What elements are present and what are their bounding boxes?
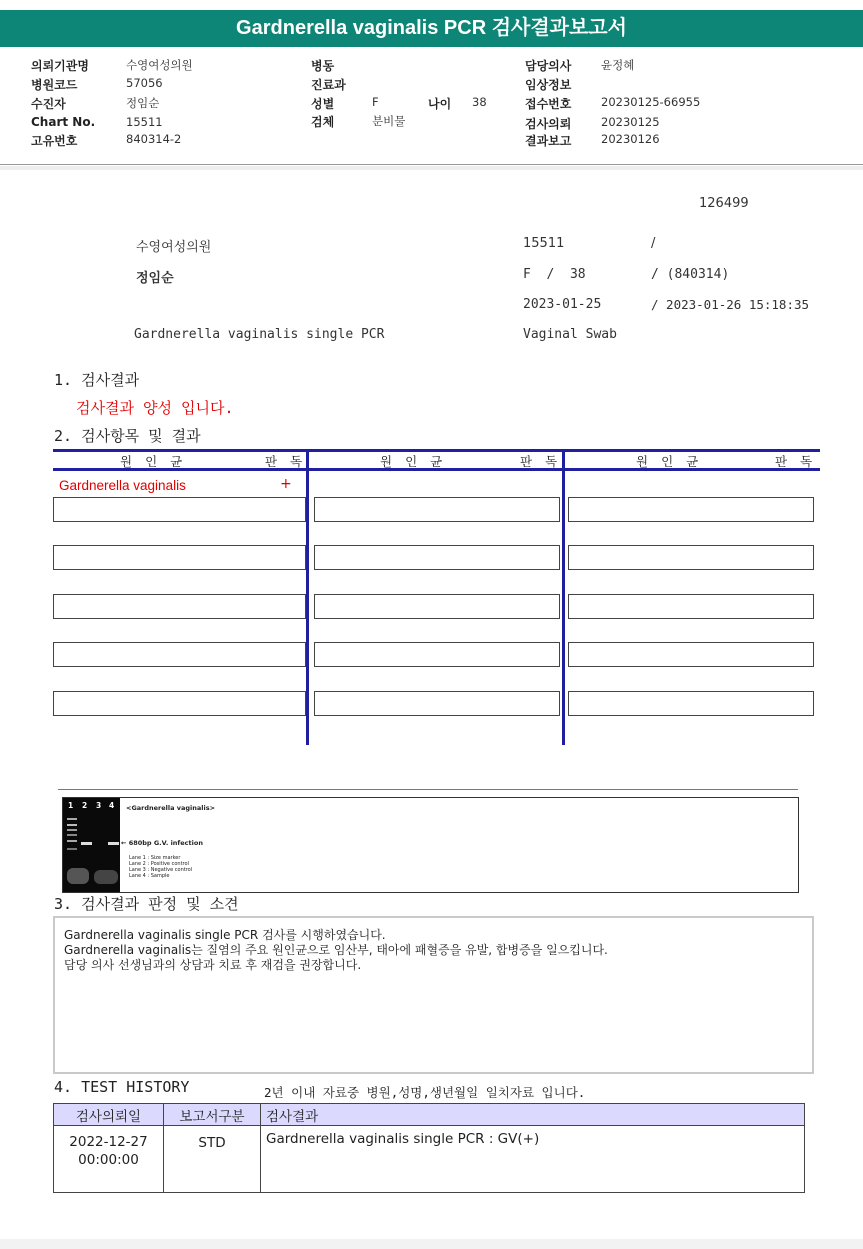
patient-chart-slash: /: [651, 236, 656, 251]
result-judge: +: [280, 476, 292, 492]
table-row: [54, 1126, 805, 1193]
age-label: 나이: [428, 97, 452, 111]
history-date-cell: [54, 1126, 164, 1193]
comment-line: Gardnerella vaginalis single PCR 검사를 시행하였습니다.: [64, 928, 386, 942]
result-box: [53, 642, 306, 667]
gel-legend-item: Lane 3 : Negative control: [129, 867, 193, 873]
patient-specimen: Vaginal Swab: [523, 327, 617, 342]
gel-legend-item: Lane 2 : Positive control: [129, 861, 189, 867]
chart-no-value: 15511: [126, 115, 163, 129]
report-number: 126499: [699, 196, 749, 211]
results-table-divider-2: [562, 449, 565, 745]
report-title: Gardnerella vaginalis PCR 검사결과보고서: [0, 10, 863, 47]
history-header-row: [54, 1104, 805, 1126]
patient-sex-age: F / 38: [523, 267, 586, 282]
chart-no-label: Chart No.: [31, 115, 96, 129]
patient-clinic: 수영여성의원: [136, 240, 212, 255]
result-box: [314, 642, 560, 667]
result-box: [53, 497, 306, 522]
request-date-label: 검사의뢰: [525, 117, 572, 131]
request-date-value: 20230125: [601, 115, 660, 129]
result-box: [314, 691, 560, 716]
gel-lane-label: 1: [68, 801, 74, 810]
report-date-value: 20230126: [601, 132, 660, 146]
header-divider-shadow: [0, 166, 863, 170]
header-divider: [0, 164, 863, 165]
patient-chart: 15511: [523, 236, 565, 251]
sex-label: 성별: [311, 97, 335, 111]
patient-received: 2023-01-25: [523, 297, 602, 312]
hospital-code-value: 57056: [126, 76, 163, 90]
receipt-no-label: 접수번호: [525, 97, 572, 111]
patient-reported: / 2023-01-26 15:18:35: [651, 297, 810, 312]
col3-judge-header: 판독: [775, 454, 826, 469]
gel-lane-label: 2: [82, 801, 88, 810]
dept-label: 진료과: [311, 78, 346, 92]
result-box: [568, 594, 814, 619]
comment-line: 담당 의사 선생님과의 상담과 치료 후 재검을 권장합니다.: [64, 958, 362, 972]
section4-heading: 4. TEST HISTORY: [54, 1078, 190, 1096]
doctor-label: 담당의사: [525, 59, 572, 73]
gel-title: <Gardnerella vaginalis>: [126, 804, 216, 812]
patient-name: 정임순: [136, 271, 174, 286]
history-note: 2년 이내 자료중 병원,성명,생년월일 일치자료 입니다.: [264, 1085, 586, 1100]
report-date-label: 결과보고: [525, 134, 572, 148]
gel-lane-label: 3: [96, 801, 102, 810]
section1-heading: 1. 검사결과: [54, 371, 140, 389]
result-box: [568, 545, 814, 570]
history-table: [53, 1103, 805, 1193]
result-box: [53, 545, 306, 570]
result-box: [568, 691, 814, 716]
marker-band: [67, 840, 77, 842]
clinical-info-label: 임상정보: [525, 78, 572, 92]
marker-band: [67, 848, 77, 850]
result-box: [314, 594, 560, 619]
result-pathogen: Gardnerella vaginalis: [59, 478, 186, 493]
result-box: [568, 642, 814, 667]
section3-heading: 3. 검사결과 판정 및 소견: [54, 895, 239, 913]
history-col-type: 보고서구분: [164, 1104, 261, 1126]
sample-band: [108, 842, 119, 845]
section2-heading: 2. 검사항목 및 결과: [54, 427, 201, 445]
col2-pathogen-header: 원인균: [380, 454, 456, 469]
history-date: 2022-12-27: [69, 1134, 148, 1150]
comment-line: Gardnerella vaginalis는 질염의 주요 원인균으로 임산부, 태아에 패혈증을 유발, 합병증을 일으킵니다.: [64, 943, 608, 957]
result-box: [314, 545, 560, 570]
hospital-code-label: 병원코드: [31, 78, 78, 92]
marker-band: [67, 824, 77, 826]
comments-box: [53, 916, 814, 1074]
ward-label: 병동: [311, 59, 335, 73]
col2-judge-header: 판독: [520, 454, 571, 469]
result-box: [53, 594, 306, 619]
gel-legend-item: Lane 1 : Size marker: [129, 855, 181, 861]
results-table-divider-1: [306, 449, 309, 745]
age-value: 38: [472, 95, 487, 109]
sex-value: F: [372, 95, 379, 109]
result-summary: 검사결과 양성 입니다.: [76, 399, 234, 417]
history-col-date: 검사의뢰일: [54, 1104, 164, 1126]
col3-pathogen-header: 원인균: [636, 454, 712, 469]
primer-dimer-smear: [94, 870, 118, 884]
clinic-name-value: 수영여성의원: [126, 58, 193, 72]
result-box: [314, 497, 560, 522]
result-box: [53, 691, 306, 716]
primer-dimer-smear: [67, 868, 89, 884]
gel-band-label: ← 680bp G.V. infection: [121, 839, 203, 847]
history-col-result: 검사결과: [261, 1104, 805, 1126]
unique-id-label: 고유번호: [31, 134, 78, 148]
gel-top-rule: [58, 789, 798, 790]
receipt-no-value: 20230125-66955: [601, 95, 701, 109]
positive-band: [81, 842, 92, 845]
patient-birth: / (840314): [651, 267, 730, 282]
gel-legend-item: Lane 4 : Sample: [129, 873, 170, 879]
history-time: 00:00:00: [78, 1152, 139, 1168]
gel-lane-label: 4: [109, 801, 115, 810]
specimen-label: 검체: [311, 115, 335, 129]
patient-label: 수진자: [31, 97, 66, 111]
history-type: STD: [164, 1126, 261, 1193]
patient-value: 정임순: [126, 96, 160, 110]
gel-image: [63, 798, 120, 892]
col1-pathogen-header: 원인균: [120, 454, 196, 469]
patient-test: Gardnerella vaginalis single PCR: [134, 327, 385, 342]
result-box: [568, 497, 814, 522]
history-result: Gardnerella vaginalis single PCR : GV(+): [261, 1126, 805, 1193]
specimen-value: 분비물: [372, 114, 406, 128]
marker-band: [67, 834, 77, 836]
gel-legend: [129, 855, 192, 879]
doctor-value: 윤정혜: [601, 58, 635, 72]
marker-band: [67, 829, 77, 831]
marker-band: [67, 818, 77, 820]
unique-id-value: 840314-2: [126, 132, 182, 146]
col1-judge-header: 판독: [265, 454, 316, 469]
clinic-name-label: 의뢰기관명: [31, 59, 89, 73]
gel-electrophoresis-panel: [62, 797, 799, 893]
